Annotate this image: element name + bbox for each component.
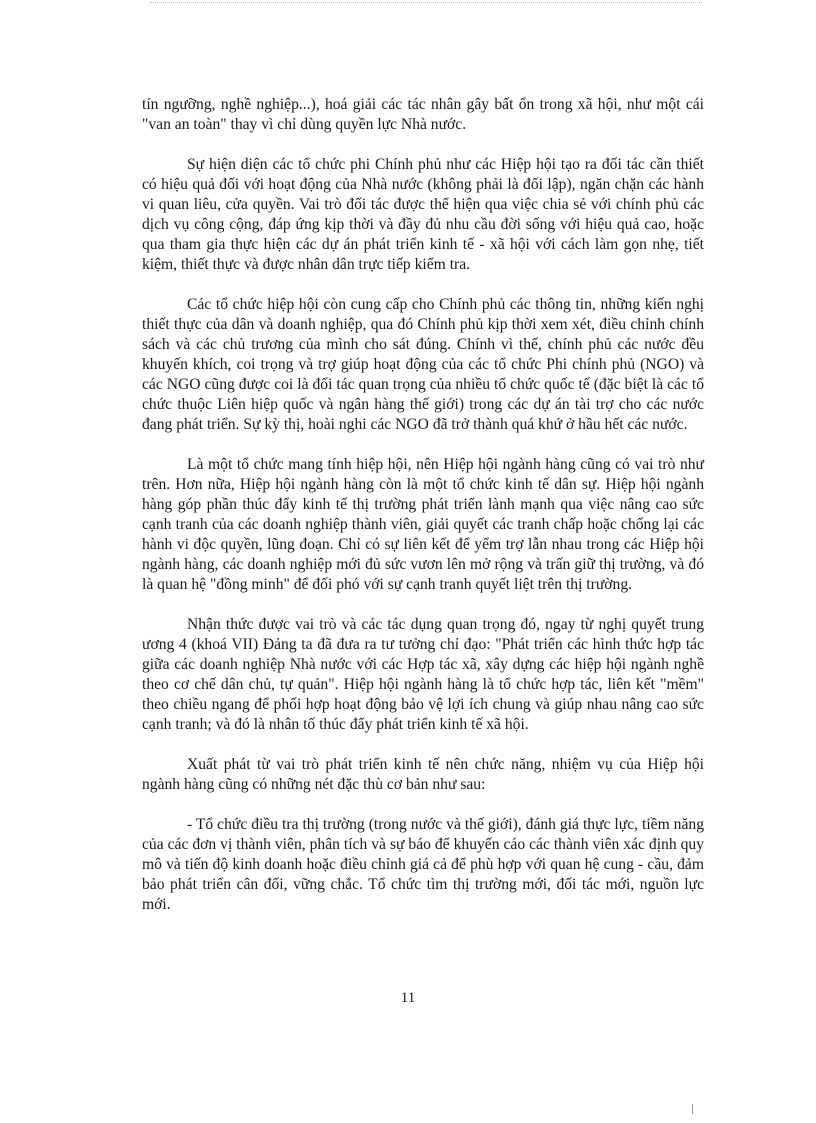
paragraph-7: - Tổ chức điều tra thị trường (trong nước và thế giới), đánh giá thực lực, tiềm năng của các đơn vị thành viên, phân tích và sự báo để khuyến cáo các thành viên xác định quy mô và tiến độ kinh doanh hoặc điều chỉnh giá cả để phù hợp với quan hệ cung - cầu, đảm bảo phát triển cân đối, vững chắc. Tổ chức tìm thị trường mới, đối tác mới, nguồn lực mới. [142, 816, 704, 913]
scan-mark [692, 1104, 693, 1114]
paragraph-2: Sự hiện diện các tổ chức phi Chính phủ như các Hiệp hội tạo ra đối tác cần thiết có hiệu quả đối với hoạt động của Nhà nước (không phải là đối lập), ngăn chặn các hành vi quan liêu, cửa quyền. Vai trò đối tác được thể hiện qua việc chia sẻ với chính phủ các dịch vụ công cộng, đáp ứng kịp thời và đầy đủ nhu cầu đời sống với hiệu quả cao, hoặc qua tham gia thực hiện các dự án phát triển kinh tế - xã hội với cách làm gọn nhẹ, tiết kiệm, thiết thực và được nhân dân trực tiếp kiểm tra. [142, 156, 704, 273]
paragraph-6: Xuất phát từ vai trò phát triển kinh tế nên chức năng, nhiệm vụ của Hiệp hội ngành hàng cũng có những nét đặc thù cơ bản như sau: [142, 756, 704, 793]
paragraph-3: Các tổ chức hiệp hội còn cung cấp cho Chính phủ các thông tin, những kiến nghị thiết thực của dân và doanh nghiệp, qua đó Chính phủ kịp thời xem xét, điều chỉnh chính sách và các chủ trương của mình cho sát đúng. Chính vì thế, chính phủ các nước đều khuyến khích, coi trọng và trợ giúp hoạt động của các tổ chức Phi chính phủ (NGO) và các NGO cũng được coi là đối tác quan trọng của nhiều tổ chức quốc tế (đặc biệt là các tổ chức thuộc Liên hiệp quốc và ngân hàng thế giới) trong các dự án tài trợ cho các nước đang phát triển. Sự kỳ thị, hoài nghi các NGO đã trở thành quá khứ ở hầu hết các nước. [142, 296, 704, 433]
paragraph-5: Nhận thức được vai trò và các tác dụng quan trọng đó, ngay từ nghị quyết trung ương 4 (khoá VII) Đảng ta đã đưa ra tư tưởng chỉ đạo: "Phát triển các hình thức hợp tác giữa các doanh nghiệp Nhà nước với các Hợp tác xã, xây dựng các hiệp hội ngành nghề theo cơ chế dân chủ, tự quản". Hiệp hội ngành hàng là tổ chức hợp tác, liên kết "mềm" theo chiều ngang để phối hợp hoạt động bảo vệ lợi ích chung và giúp nhau nâng cao sức cạnh tranh; và đó là nhân tố thúc đẩy phát triển kinh tế xã hội. [142, 616, 704, 733]
header-rule [150, 2, 702, 7]
paragraph-1: tín ngưỡng, nghề nghiệp...), hoá giải các tác nhân gây bất ổn trong xã hội, như một cái "van an toàn" thay vì chỉ dùng quyền lực Nhà nước. [142, 96, 704, 133]
page-number: 11 [400, 990, 416, 1006]
page-body [142, 95, 704, 935]
paragraph-4: Là một tổ chức mang tính hiệp hội, nên Hiệp hội ngành hàng cũng có vai trò như trên. Hơn nữa, Hiệp hội ngành hàng còn là một tổ chức kinh tế dân sự. Hiệp hội ngành hàng góp phần thúc đẩy kinh tế thị trường phát triển lành mạnh qua việc nâng cao sức cạnh tranh của các doanh nghiệp thành viên, giải quyết các tranh chấp hoặc chống lại các hành vi độc quyền, lũng đoạn. Chỉ có sự liên kết để yểm trợ lẫn nhau trong các Hiệp hội ngành hàng, các doanh nghiệp mới đủ sức vươn lên mở rộng và trấn giữ thị trường, và đó là quan hệ "đồng minh" để đối phó với sự cạnh tranh quyết liệt trên thị trường. [142, 456, 704, 593]
